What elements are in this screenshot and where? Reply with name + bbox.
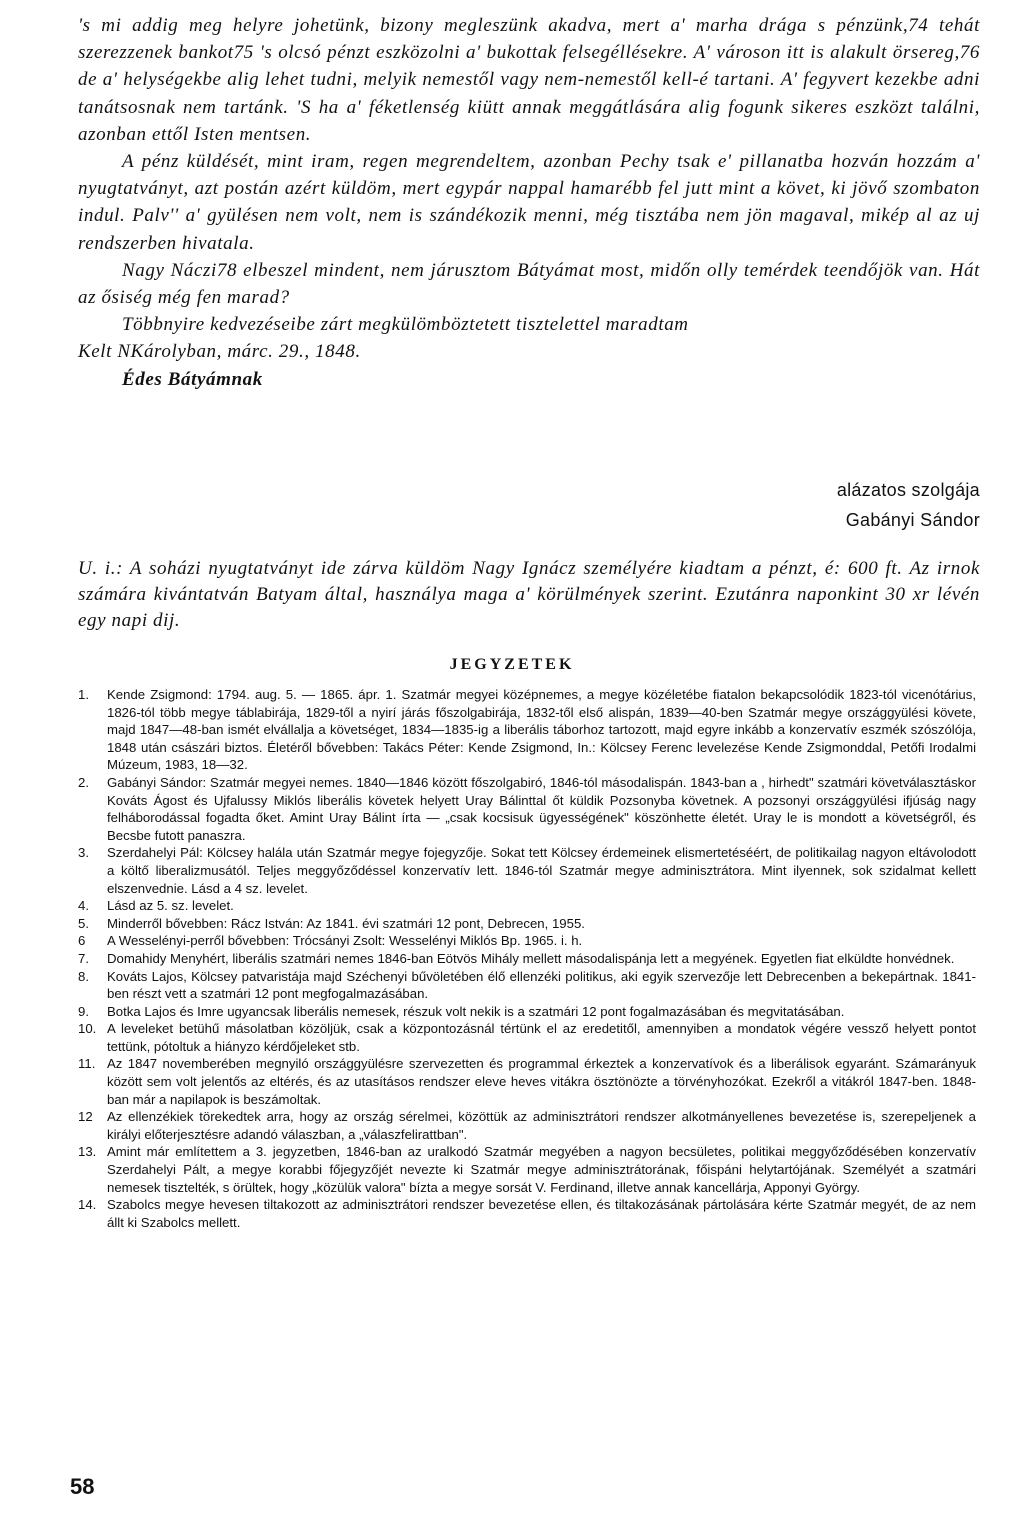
letter-body	[78, 12, 980, 393]
note-text: Domahidy Menyhért, liberális szatmári nemes 1846-ban Eötvös Mihály mellett másodalispánja lett a megyének. Egyetlen fiat elküldte honvédnek.	[107, 950, 955, 966]
note-item	[78, 897, 976, 915]
note-text: Botka Lajos és Imre ugyancsak liberális nemesek, részuk volt nekik is a szatmári 12 pont fogalmazásában és megvitatásában.	[107, 1003, 845, 1019]
note-number: 13.	[78, 1144, 97, 1160]
note-number: 4.	[78, 898, 89, 914]
note-text: Az ellenzékiek törekedtek arra, hogy az ország sérelmei, közöttük az adminisztrátori rendszer alkotmányellenes bevezetése is, szerepeljenek a királyi előterjesztésre adandó válaszban, a „válaszfelirattban".	[107, 1109, 976, 1142]
note-number: 5.	[78, 915, 89, 931]
note-text: Amint már említettem a 3. jegyzetben, 1846-ban az uralkodó Szatmár megyében a nagyon becsületes, politikai meggyőződésében konzervatív Szerdahelyi Pált, a megye korabbi főjegyzőjét nevezte ki Szatmár megye adminisztrátorának, főispáni helytartójának. Személyét a szatmári nemesek tisztelték, s örültek, hogy „közülük valora" bízta a megye sorsát V. Ferdinand, illetve annak kancellárja, Apponyi György.	[107, 1144, 976, 1195]
note-text: Kende Zsigmond: 1794. aug. 5. — 1865. ápr. 1. Szatmár megyei középnemes, a megye közéletébe fiatalon bekapcsolódik 1823-tól vicenótárius, 1826-tól több megye táblabirája, 1829-től a nyirí járás főszolgabirája, 1832-től első alispán, 1839—40-ben Szatmár megye országgyülési követe, majd 1847—48-ban ismét elvállalja a követséget, 1834—1835-ig a liberális táborhoz tartozott, majd egyre inkább a konzervatív eszmék szószólója, 1848 után császári biztos. Életéről bővebben: Takács Péter: Kende Zsigmond, In.: Kölcsey Ferenc levelezése Kende Zsigmonddal, Petőfi Irodalmi Múzeum, 1983, 18—32.	[107, 687, 976, 773]
note-text: A leveleket betühű másolatban közöljük, csak a központozásnál tértünk el az eredetitől, amennyiben a mondatok végére vessző helyett pontot tettünk, pótoltuk a hiányzo kérdőjeleket stb.	[107, 1021, 976, 1054]
note-item	[78, 774, 976, 844]
letter-closing: Többnyire kedvezéseibe zárt megkülömböztetett tisztelettel maradtam	[122, 314, 689, 336]
note-text: Az 1847 novemberében megnyiló országgyülésre szervezetten és programmal érkeztek a konzervatívok és a liberálisok egyaránt. Számarányuk között sem volt jelentős az eltérés, és az utasításos rendszer eleve heves vitákra ösztönözte a törvényhozókat. Ezekről a vitákról 1847-ben. 1848-ban már a napilapok is beszámoltak.	[107, 1056, 976, 1107]
note-item	[78, 686, 976, 774]
signature-line-1: alázatos szolgája	[836, 480, 980, 500]
note-item	[78, 1020, 976, 1055]
note-number: 8.	[78, 968, 89, 984]
note-number: 6	[78, 933, 86, 949]
page-number: 58	[70, 1474, 95, 1499]
letter-date-line: Kelt NKárolyban, márc. 29., 1848.	[78, 341, 361, 363]
note-text: Lásd az 5. sz. levelet.	[107, 898, 234, 914]
note-text: Szabolcs megye hevesen tiltakozott az adminisztrátori rendszer bevezetése ellen, és tiltakozásának pártolására kérte Szatmár megyét, de az nem állt ki Szabolcs mellett.	[107, 1197, 976, 1230]
note-text: Szerdahelyi Pál: Kölcsey halála után Szatmár megye fojegyzője. Sokat tett Kölcsey érdemeinek elismertetéséért, de politikailag nagyon eltávolodott a költő liberalizmusától. Teljes meggyőződéssel konzervatív lett. 1846-tól Szatmár megye adminisztrátora. Mint ilyennek, sok szidalmat kellett elszenvednie. Lásd a 4 sz. levelet.	[107, 845, 976, 896]
note-item	[78, 1055, 976, 1108]
note-text: Minderről bővebben: Rácz István: Az 1841. évi szatmári 12 pont, Debrecen, 1955.	[107, 915, 585, 931]
postscript-text: U. i.: A soházi nyugtatványt ide zárva küldöm Nagy Ignácz személyére kiadtam a pénzt, é: 600 ft. Az irnok számára kivántatván Batyam által, használya maga a' körülmények szerint. Ezutánra naponkint 30 xr lévén egy napi dij.	[78, 558, 980, 631]
note-number: 9.	[78, 1003, 89, 1019]
note-item	[78, 932, 976, 950]
note-number: 11.	[78, 1056, 96, 1072]
note-number: 2.	[78, 774, 89, 790]
note-text: Gabányi Sándor: Szatmár megyei nemes. 1840—1846 között főszolgabiró, 1846-tól másodalispán. 1843-ban a , hirhedt" szatmári követválasztáskor Kováts Ágost és Ujfalussy Miklós liberális követek helyett Uray Bálinttal őt küldik Pozsonyba követnek. A pozsonyi országgyülési ifjúság nagy felháborodással fogadta őket. Amint Uray Bálint írta — „csak kocsisuk ügyességének" köszönhette életét. Uray le is mondott a követségről, és Becsbe futott panaszra.	[107, 774, 976, 843]
note-item	[78, 915, 976, 933]
note-item	[78, 844, 976, 897]
note-item	[78, 968, 976, 1003]
letter-paragraph: A pénz küldését, mint iram, regen megrendeltem, azonban Pechy tsak e' pillanatba hozván hozzám a' nyugtatványt, azt postán azért küldöm, mert egypár nappal hamarébb fel jutt mint a követ, ki jövő szombaton indul. Palv'' a' gyülésen nem volt, nem is szándékozik menni, még tisztába nem jön magaval, mikép al az uj rendszerben hivatala.	[78, 151, 980, 254]
note-text: Kováts Lajos, Kölcsey patvaristája majd Széchenyi bűvöletében élő ellenzéki politikus, aki egyik szervezője lett Debrecenben a bekepártnak. 1841-ben részt vett a szatmári 12 pont megfogalmazásában.	[107, 968, 976, 1002]
note-item	[78, 950, 976, 968]
note-number: 7.	[78, 950, 89, 966]
note-number: 14.	[78, 1197, 97, 1213]
note-text: A Wesselényi-perről bővebben: Trócsányi Zsolt: Wesselényi Miklós Bp. 1965. i. h.	[107, 933, 583, 949]
postscript	[78, 556, 980, 634]
notes-heading: JEGYZETEK	[449, 656, 575, 673]
signature-name: Gabányi Sándor	[845, 510, 980, 530]
note-item	[78, 1003, 976, 1021]
note-number: 1.	[78, 687, 89, 702]
note-number: 10.	[78, 1021, 97, 1037]
note-number: 3.	[78, 845, 89, 861]
note-item	[78, 1196, 976, 1231]
letter-salutation: Édes Bátyámnak	[122, 368, 263, 390]
letter-paragraph: 's mi addig meg helyre johetünk, bizony megleszünk akadva, mert a' marha drága s pénzünk,74 tehát szerezzenek bankot75 's olcsó pénzt eszközolni a' bukottak felsegéllésekre. A' városon itt is alakult örsereg,76 de a' helységekbe alig lehet tudni, melyik nemestől vagy nem-nemestől kell-é tartani. A' fegyvert kezekbe adni tanátsosnak nem tartánk. 'S ha a' féketlenség kiütt annak meggátlására alig fogunk sikeres eszközt találni, azonban ettől Isten mentsen.	[78, 15, 980, 145]
note-item	[78, 1108, 976, 1143]
notes-list	[78, 686, 976, 1231]
note-item	[78, 1143, 976, 1196]
note-number: 12	[78, 1109, 93, 1125]
letter-paragraph: Nagy Náczi78 elbeszel mindent, nem járusztom Bátyámat most, midőn olly temérdek teendőjök van. Hát az ősiség még fen marad?	[78, 259, 980, 309]
